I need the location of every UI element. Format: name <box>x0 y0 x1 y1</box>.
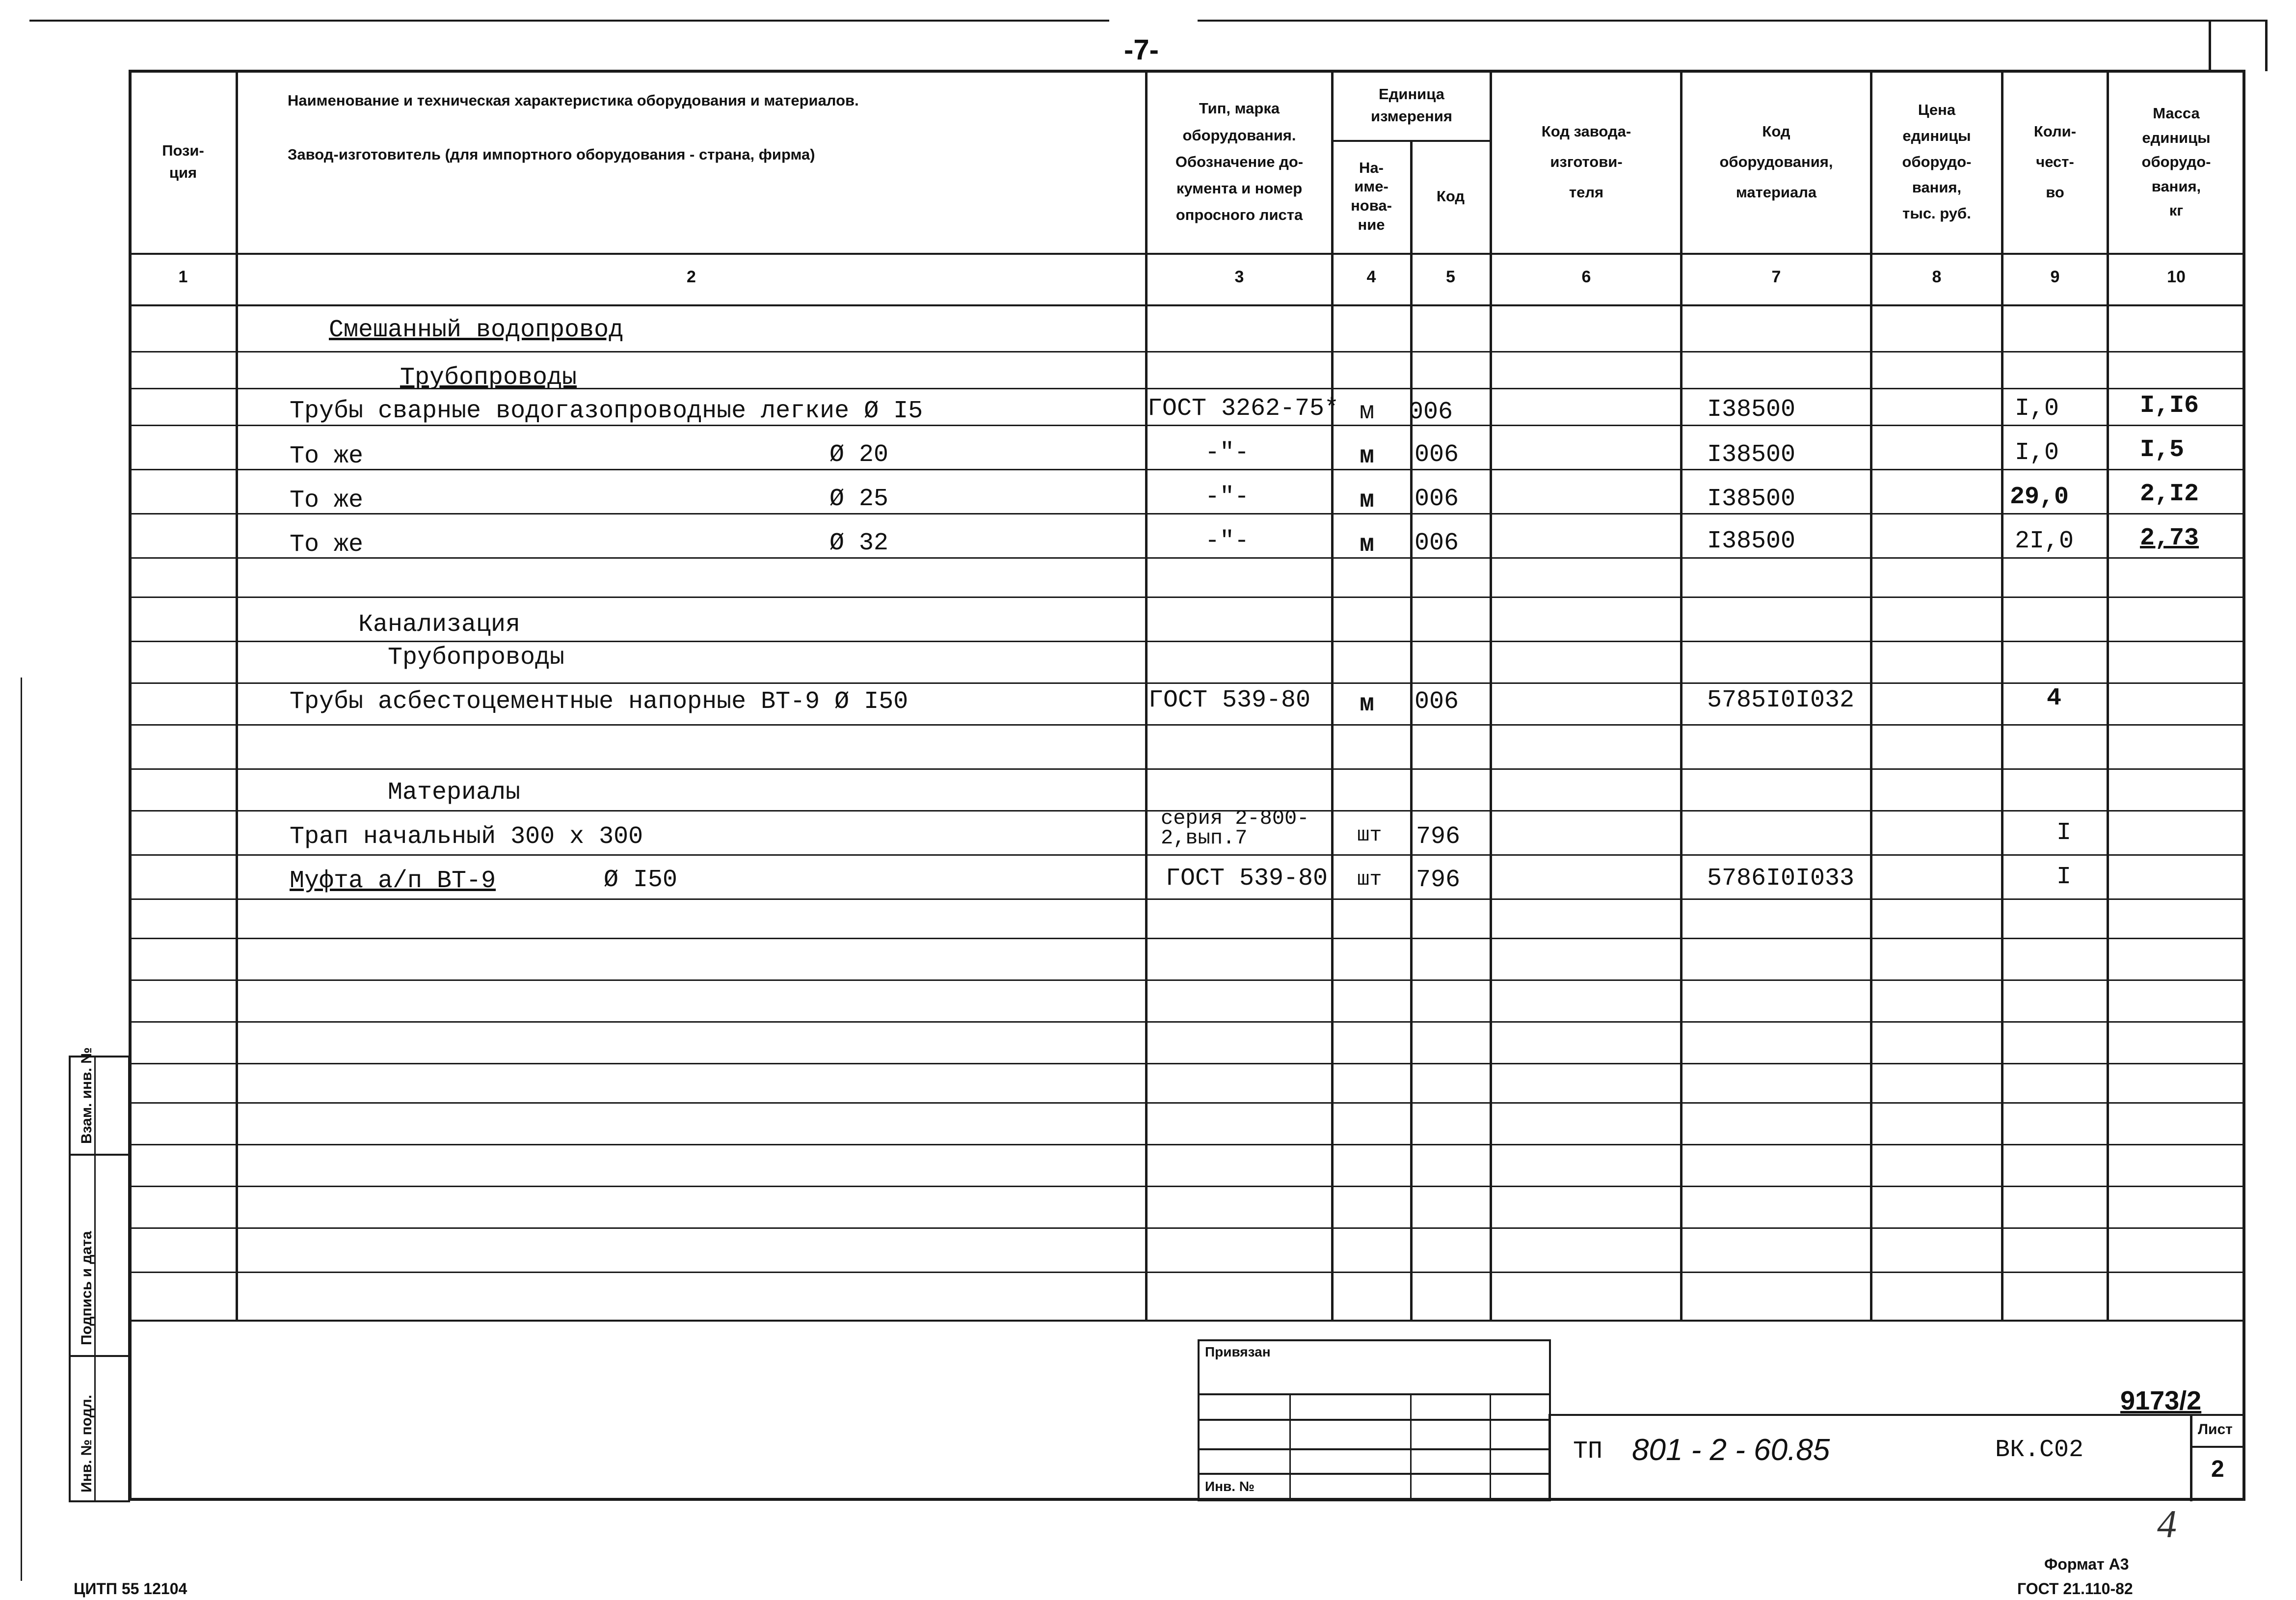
row-7-ucode: 796 <box>1416 866 1461 894</box>
row-3-dia: Ø 25 <box>829 485 889 513</box>
row-7-code: 5786I0I033 <box>1707 865 1855 893</box>
row-subsection-pipes-1: Трубопроводы <box>400 364 577 392</box>
row-3-unit: м <box>1360 487 1375 515</box>
header-sub-line <box>1331 140 1491 142</box>
row-1-mass: I,I6 <box>2140 392 2199 420</box>
row-3-qty: 29,0 <box>2010 483 2069 511</box>
col-number-5: 5 <box>1446 268 1455 286</box>
row-line <box>129 469 2245 470</box>
row-4-unit: м <box>1360 531 1375 559</box>
side-stamp-line-2 <box>69 1355 130 1357</box>
page-number: -7- <box>1124 34 1159 66</box>
top-rule <box>29 20 1109 22</box>
col-number-6: 6 <box>1581 268 1591 286</box>
header-position: Пози- ция <box>162 142 204 181</box>
row-4-type: -"- <box>1205 527 1250 555</box>
sheet-code: ВК.С02 <box>1995 1436 2084 1464</box>
row-line <box>129 854 2245 856</box>
sheet-number: 2 <box>2211 1456 2224 1482</box>
header-unit: Единица измерения <box>1371 85 1452 125</box>
title-block-top <box>129 1320 2245 1322</box>
row-2-dia: Ø 20 <box>829 441 889 469</box>
row-3-mass: 2,I2 <box>2140 480 2199 508</box>
row-line <box>129 1144 2245 1145</box>
header-name-line-1: Наименование и техническая характеристика оборудования и материалов. <box>288 91 859 109</box>
row-section-water: Смешанный водопровод <box>329 316 624 344</box>
privyazan-line-4 <box>1198 1473 1551 1475</box>
col-line-1 <box>236 70 238 1321</box>
row-1-code: I38500 <box>1707 396 1796 424</box>
row-4-qty: 2I,0 <box>2015 527 2074 555</box>
row-line <box>129 768 2245 770</box>
footer-gost: ГОСТ 21.110-82 <box>2017 1580 2133 1598</box>
tp-code: 801 - 2 - 60.85 <box>1632 1433 1830 1467</box>
row-3-type: -"- <box>1205 483 1250 511</box>
row-subsection-pipes-2: Трубопроводы <box>388 644 565 672</box>
top-rule-right <box>1198 20 2209 22</box>
row-1-ucode: 006 <box>1409 398 1453 426</box>
row-7-dia: Ø I50 <box>604 866 678 894</box>
numbers-bottom-line <box>129 304 2245 306</box>
doc-number: 9173/2 <box>2120 1386 2202 1415</box>
footer-left: ЦИТП 55 12104 <box>74 1580 187 1598</box>
row-3-name: То же <box>290 487 364 515</box>
header-factory-code: Код завода- изготови- теля <box>1541 123 1631 201</box>
row-line <box>129 1272 2245 1273</box>
col-number-9: 9 <box>2050 268 2060 286</box>
row-2-ucode: 006 <box>1415 441 1459 469</box>
row-3-code: I38500 <box>1707 485 1796 513</box>
row-3-ucode: 006 <box>1415 485 1459 513</box>
row-7-qty: I <box>2056 863 2072 891</box>
row-line <box>129 1186 2245 1187</box>
row-5-unit: м <box>1360 690 1375 718</box>
col-number-10: 10 <box>2167 268 2186 286</box>
row-4-mass: 2,73 <box>2140 524 2199 552</box>
sheet-box-divider <box>2190 1446 2245 1448</box>
row-line <box>129 513 2245 515</box>
row-line <box>129 351 2245 353</box>
header-unit-name: На- име- нова- ние <box>1351 159 1392 233</box>
side-label-inv-podl: Инв. № подл. <box>79 1394 95 1492</box>
row-section-sewer: Канализация <box>358 611 521 639</box>
row-line <box>129 641 2245 642</box>
col-number-8: 8 <box>1932 268 1942 286</box>
row-6-type: серия 2-800-2,вып.7 <box>1161 807 1309 850</box>
row-4-dia: Ø 32 <box>829 529 889 557</box>
row-line <box>129 898 2245 900</box>
col-line-9 <box>2107 70 2109 1321</box>
row-line <box>129 597 2245 598</box>
privyazan-vline-2 <box>1410 1393 1412 1501</box>
row-6-unit: шт <box>1357 823 1382 847</box>
header-equipment-code: Код оборудования, материала <box>1719 123 1833 201</box>
row-line <box>129 557 2245 559</box>
row-6-ucode: 796 <box>1416 823 1461 851</box>
sheet-label: Лист <box>2198 1421 2233 1437</box>
header-type: Тип, марка оборудования. Обозначение до- кумента и номер опросного листа <box>1175 100 1304 224</box>
row-5-ucode: 006 <box>1415 688 1459 716</box>
frame-top-right-tick <box>2209 20 2211 71</box>
privyazan-line-3 <box>1198 1448 1551 1450</box>
privyazan-line-2 <box>1198 1419 1551 1421</box>
side-label-signature: Подпись и дата <box>79 1231 95 1345</box>
row-7-unit: шт <box>1357 868 1382 891</box>
row-2-unit: м <box>1360 442 1375 470</box>
col-line-5 <box>1490 70 1492 1321</box>
col-number-7: 7 <box>1771 268 1781 286</box>
col-line-8 <box>2001 70 2003 1321</box>
col-number-1: 1 <box>178 268 188 286</box>
col-number-4: 4 <box>1366 268 1376 286</box>
col-line-6 <box>1680 70 1682 1321</box>
footer-format: Формат А3 <box>2044 1555 2129 1573</box>
row-5-qty: 4 <box>2047 684 2062 712</box>
row-1-unit: м <box>1360 398 1375 426</box>
privyazan-line-1 <box>1198 1393 1551 1395</box>
header-bottom-line <box>129 253 2245 255</box>
side-stamp-line-1 <box>69 1154 130 1156</box>
row-line <box>129 979 2245 981</box>
row-1-qty: I,0 <box>2015 395 2059 423</box>
row-2-name: То же <box>290 442 364 470</box>
frame-top-right-cap <box>2209 20 2267 22</box>
header-name-line-2: Завод-изготовитель (для импортного оборудования - страна, фирма) <box>288 145 815 163</box>
col-line-3 <box>1331 70 1334 1321</box>
row-4-name: То же <box>290 531 364 559</box>
col-number-3: 3 <box>1234 268 1244 286</box>
row-2-type: -"- <box>1205 439 1250 467</box>
row-6-qty: I <box>2056 819 2072 847</box>
row-7-name: Муфта а/п ВТ-9 <box>290 867 496 895</box>
side-label-vzam: Взам. инв. № <box>79 1047 95 1144</box>
privyazan-label: Привязан <box>1205 1344 1271 1359</box>
row-line <box>129 938 2245 939</box>
row-1-name: Трубы сварные водогазопроводные легкие Ø I5 <box>290 397 923 425</box>
row-line <box>129 724 2245 726</box>
privyazan-vline-3 <box>1490 1393 1491 1501</box>
header-price: Цена единицы оборудо- вания, тыс. руб. <box>1902 101 1972 222</box>
row-section-materials: Материалы <box>388 779 521 807</box>
row-4-ucode: 006 <box>1415 529 1459 557</box>
col-line-7 <box>1870 70 1872 1321</box>
privyazan-vline-1 <box>1289 1393 1291 1501</box>
row-line <box>129 1227 2245 1229</box>
row-7-type: ГОСТ 539-80 <box>1166 865 1328 893</box>
handwritten-mark: 4 <box>2157 1503 2177 1546</box>
col-number-2: 2 <box>687 268 696 286</box>
row-2-code: I38500 <box>1707 441 1796 469</box>
frame-right-outer <box>2265 20 2268 71</box>
row-5-code: 5785I0I032 <box>1707 686 1855 714</box>
tp-prefix: ТП <box>1573 1437 1603 1465</box>
header-name <box>239 74 1144 182</box>
row-4-code: I38500 <box>1707 527 1796 555</box>
row-2-qty: I,0 <box>2015 439 2059 467</box>
stamp-vline <box>1548 1414 1551 1501</box>
row-5-type: ГОСТ 539-80 <box>1148 686 1311 714</box>
col-line-2 <box>1145 70 1148 1321</box>
row-line <box>129 1063 2245 1064</box>
inv-no-label: Инв. № <box>1205 1479 1255 1494</box>
row-5-name: Трубы асбестоцементные напорные ВТ-9 Ø I50 <box>290 688 908 716</box>
side-stamp <box>69 1056 130 1502</box>
header-mass: Масса единицы оборудо- вания, кг <box>2141 105 2211 219</box>
header-quantity: Коли- чест- во <box>2033 123 2077 201</box>
row-2-mass: I,5 <box>2140 436 2185 464</box>
left-margin-line <box>21 678 22 1581</box>
row-line <box>129 1021 2245 1023</box>
header-unit-code: Код <box>1436 187 1465 205</box>
row-line <box>129 1102 2245 1104</box>
row-line <box>129 682 2245 684</box>
row-1-type: ГОСТ 3262-75* <box>1148 395 1339 423</box>
row-6-name: Трап начальный 300 х 300 <box>290 823 643 851</box>
